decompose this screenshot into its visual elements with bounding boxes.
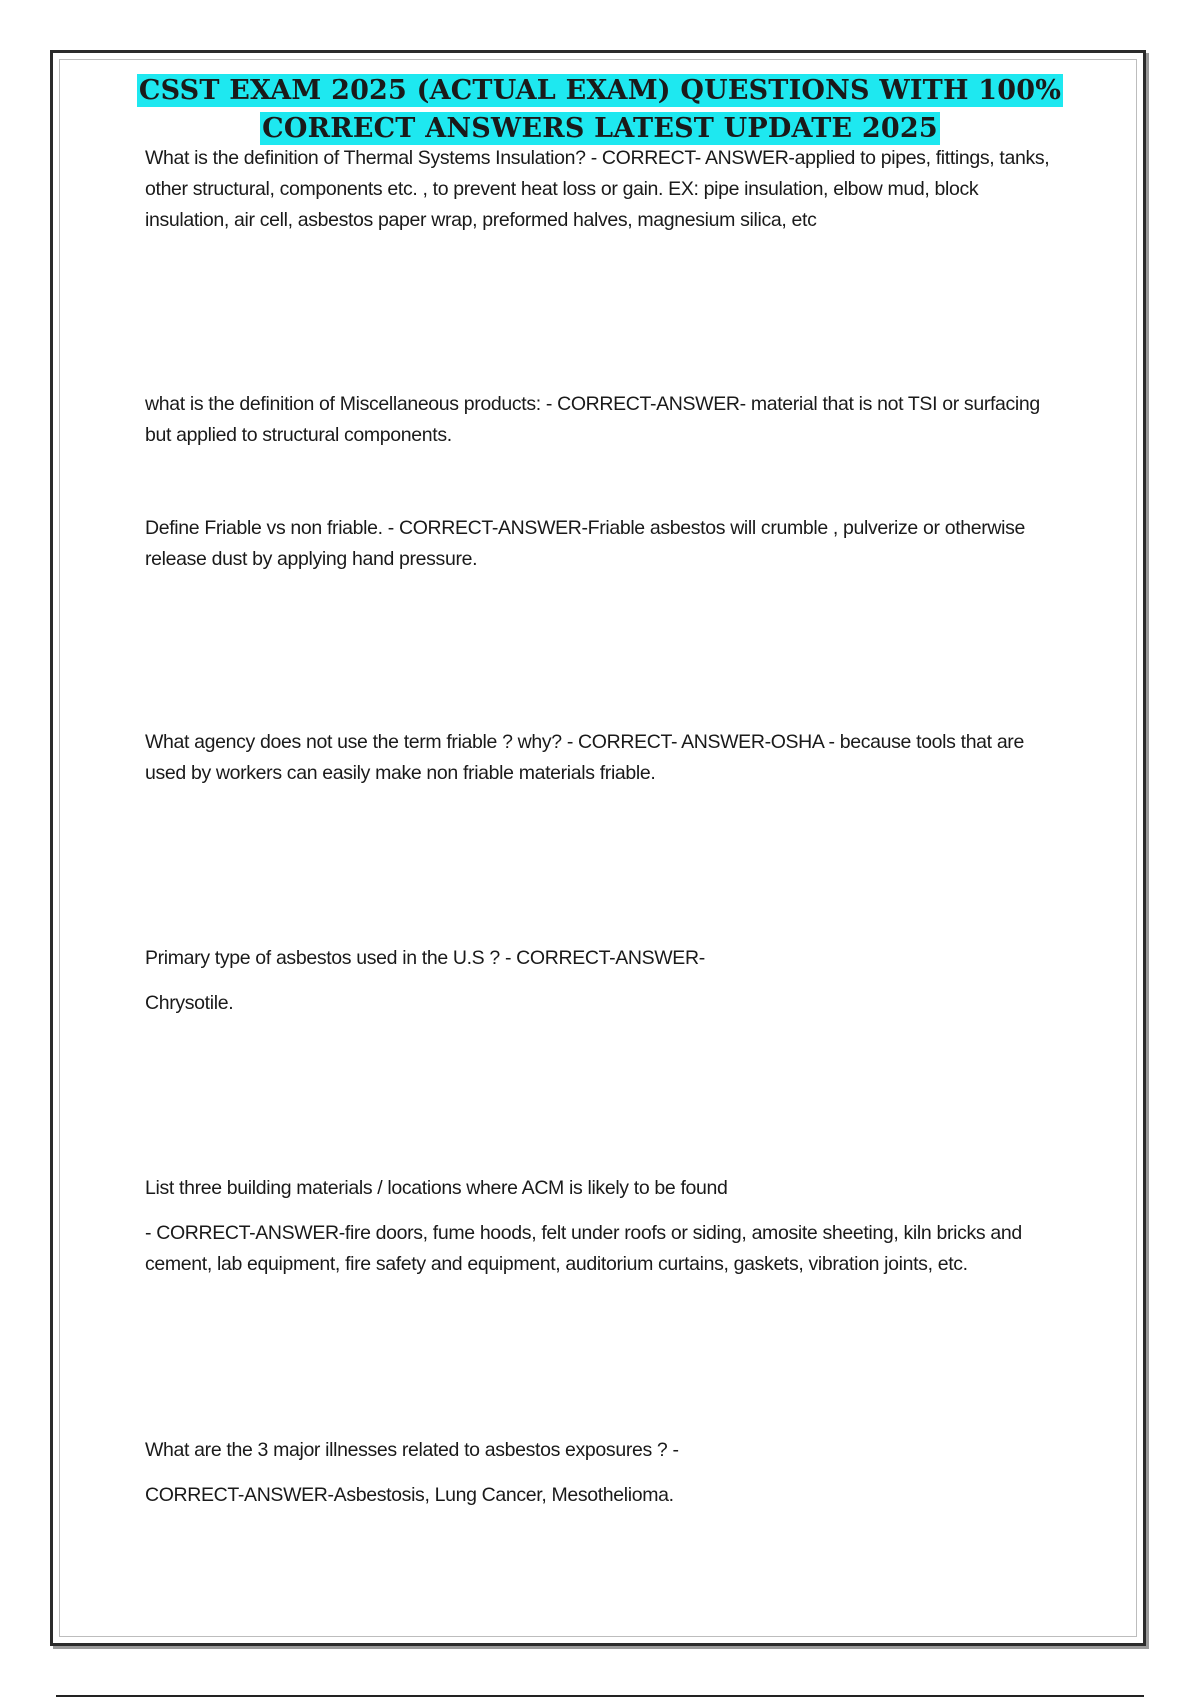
title-line-1: CSST EXAM 2025 (ACTUAL EXAM) QUESTIONS WITH 100% — [138, 75, 1062, 106]
title-line-2: CORRECT ANSWERS LATEST UPDATE 2025 — [262, 113, 938, 144]
qa-text: Define Friable vs non friable. - CORRECT-ANSWER-Friable asbestos will crumble , pulverize or otherwise release dust by applying hand pressure. — [145, 517, 1026, 570]
qa-item-friable — [145, 513, 1065, 575]
qa-text: what is the definition of Miscellaneous products: - CORRECT-ANSWER- material that is not TSI or surfacing but applied to structural components. — [145, 393, 1040, 446]
qa-answer: CORRECT-ANSWER-Asbestosis, Lung Cancer, Mesothelioma. — [145, 1484, 674, 1506]
qa-question: What are the 3 major illnesses related to asbestos exposures ? - — [145, 1439, 679, 1461]
qa-text: What is the definition of Thermal Systems Insulation? - CORRECT- ANSWER-applied to pipes, fittings, tanks, other structural, components etc. , to prevent heat loss or gain. EX: pipe insulation, elbow mud, block insulation, air cell, asbestos paper wrap, preformed halves, magnesium silica, etc — [145, 147, 1050, 231]
qa-answer: Chrysotile. — [145, 992, 234, 1014]
bottom-divider — [56, 1695, 1144, 1697]
qa-answer: - CORRECT-ANSWER-fire doors, fume hoods, felt under roofs or siding, amosite sheeting, kiln bricks and cement, lab equipment, fire safety and equipment, auditorium curtains, gaskets, vibration joints, etc. — [145, 1222, 1022, 1275]
qa-item-miscellaneous-products — [145, 389, 1065, 451]
qa-item-major-illnesses — [145, 1435, 1065, 1511]
document-title — [80, 72, 1120, 148]
qa-item-primary-asbestos — [145, 943, 1065, 1019]
qa-item-thermal-systems-insulation — [145, 143, 1065, 236]
qa-text: What agency does not use the term friable ? why? - CORRECT- ANSWER-OSHA - because tools that are used by workers can easily make non friable materials friable. — [145, 731, 1024, 784]
qa-question: List three building materials / locations where ACM is likely to be found — [145, 1177, 728, 1199]
qa-item-agency-friable — [145, 727, 1065, 789]
page-inner-border — [59, 59, 1137, 1637]
qa-question: Primary type of asbestos used in the U.S ? - CORRECT-ANSWER- — [145, 947, 705, 969]
page-border — [50, 50, 1146, 1646]
qa-item-acm-locations — [145, 1173, 1065, 1280]
